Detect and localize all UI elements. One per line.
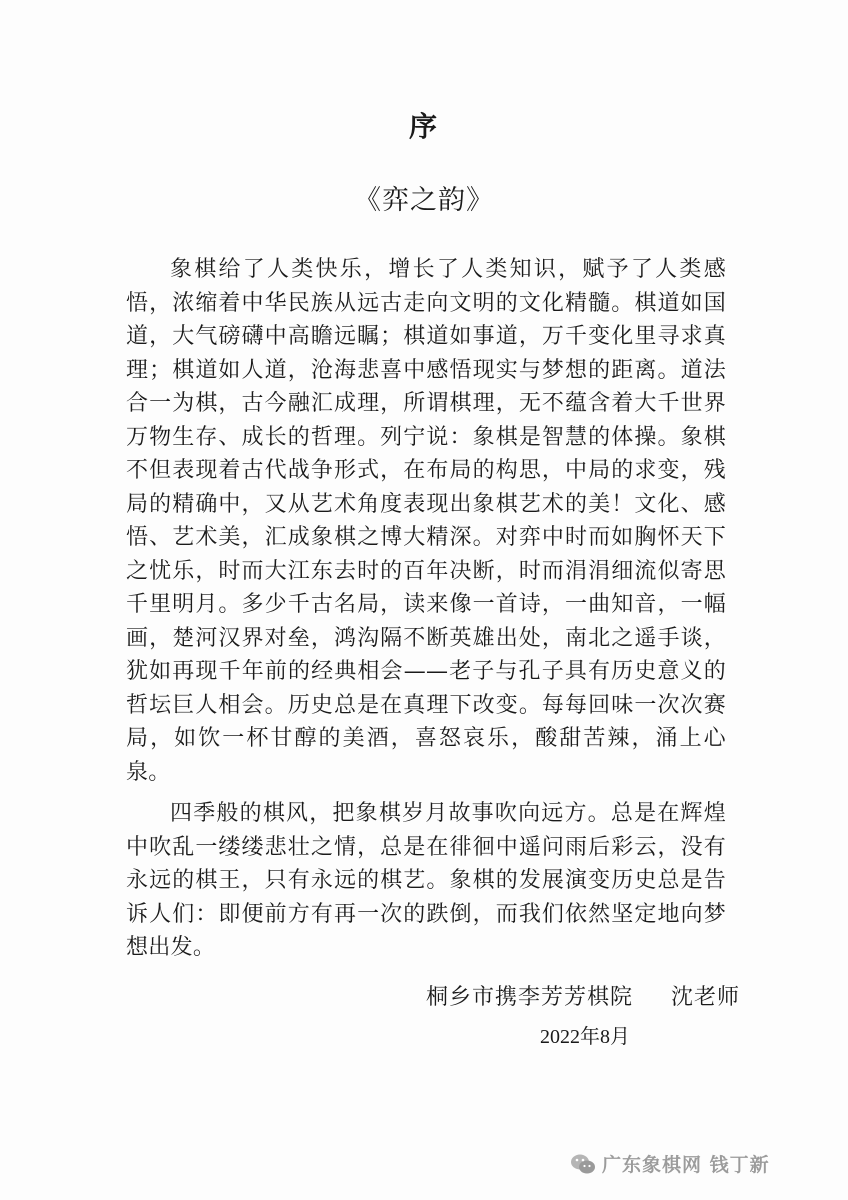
document-title: 序 <box>408 110 439 143</box>
watermark-text: 广东象棋网 钱丁新 <box>602 1154 770 1176</box>
document-body <box>126 253 726 965</box>
document-date: 2022年8月 <box>540 1026 630 1048</box>
signature-line <box>426 980 740 1011</box>
signature-author: 沈老师 <box>671 985 741 1010</box>
signature-organization: 桐乡市携李芳芳棋院 <box>426 985 634 1010</box>
paragraph-2: 四季般的棋风，把象棋岁月故事吹向远方。总是在辉煌中吹乱一缕缕悲壮之情，总是在徘徊中遥问雨后彩云，没有永远的棋王，只有永远的棋艺。象棋的发展演变历史总是告诉人们：即便前方有再一次的跌倒，而我们依然坚定地向梦想出发。 <box>126 801 726 960</box>
wechat-icon <box>570 1153 596 1175</box>
watermark <box>570 1150 770 1177</box>
document-subtitle: 《弈之韵》 <box>354 185 494 216</box>
paragraph-1: 象棋给了人类快乐，增长了人类知识，赋予了人类感悟，浓缩着中华民族从远古走向文明的文化精髓。棋道如国道，大气磅礴中高瞻远瞩；棋道如事道，万千变化里寻求真理；棋道如人道，沧海悲喜中感悟现实与梦想的距离。道法合一为棋，古今融汇成理，所谓棋理，无不蕴含着大千世界万物生存、成长的哲理。列宁说：象棋是智慧的体操。象棋不但表现着古代战争形式，在布局的构思，中局的求变，残局的精确中，又从艺术角度表现出象棋艺术的美！文化、感悟、艺术美，汇成象棋之博大精深。对弈中时而如胸怀天下之忧乐，时而大江东去时的百年决断，时而涓涓细流似寄思千里明月。多少千古名局，读来像一首诗，一曲知音，一幅画，楚河汉界对垒，鸿沟隔不断英雄出处，南北之遥手谈，犹如再现千年前的经典相会——老子与孔子具有历史意义的哲坛巨人相会。历史总是在真理下改变。每每回味一次次赛局，如饮一杯甘醇的美酒，喜怒哀乐，酸甜苦辣，涌上心泉。 <box>126 257 726 785</box>
